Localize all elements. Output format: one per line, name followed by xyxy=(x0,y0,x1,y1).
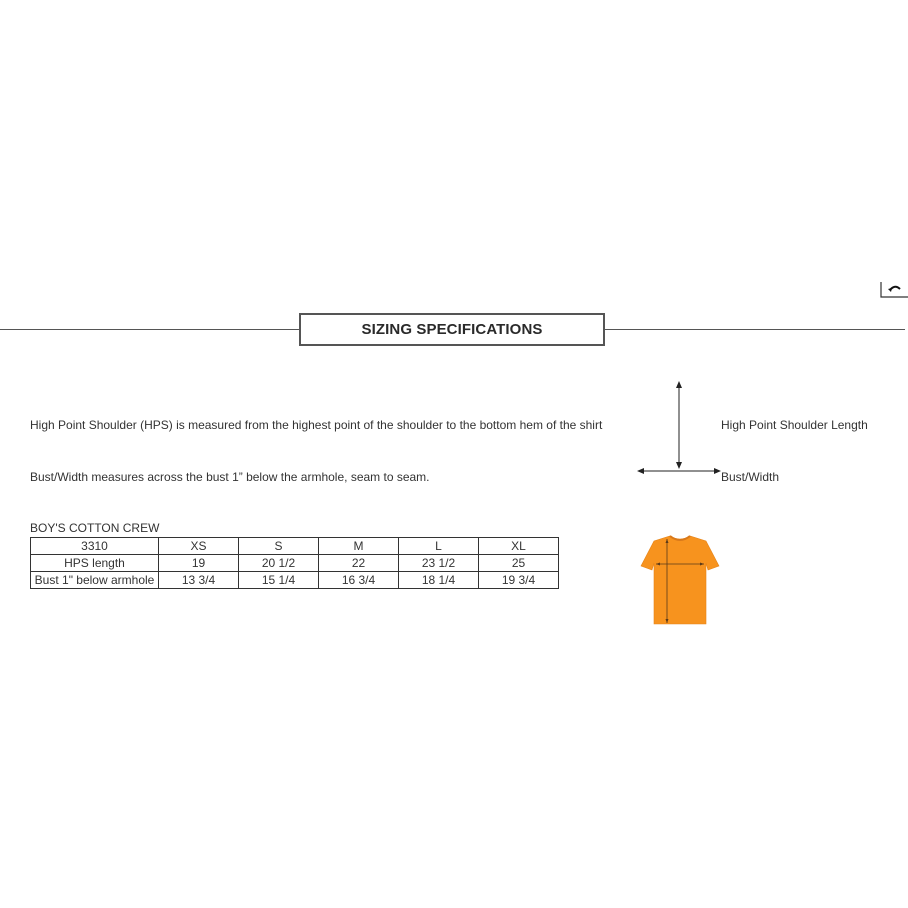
size-header-m: M xyxy=(319,538,399,555)
size-header-xl: XL xyxy=(479,538,559,555)
product-name: BOY'S COTTON CREW xyxy=(30,521,160,535)
measurement-arrows-icon xyxy=(630,376,730,482)
size-table xyxy=(30,537,559,589)
table-cell: 13 3/4 xyxy=(159,572,239,589)
row-label-bust: Bust 1" below armhole xyxy=(31,572,159,589)
hps-length-label: High Point Shoulder Length xyxy=(721,418,868,432)
divider-left xyxy=(0,329,300,330)
table-row xyxy=(31,572,559,589)
table-cell: 18 1/4 xyxy=(399,572,479,589)
table-header-row xyxy=(31,538,559,555)
back-arrow-icon[interactable] xyxy=(880,281,908,299)
table-cell: 15 1/4 xyxy=(239,572,319,589)
bust-description: Bust/Width measures across the bust 1” below the armhole, seam to seam. xyxy=(30,470,430,484)
table-cell: 20 1/2 xyxy=(239,555,319,572)
row-label-hps: HPS length xyxy=(31,555,159,572)
table-cell: 16 3/4 xyxy=(319,572,399,589)
size-header-l: L xyxy=(399,538,479,555)
table-row xyxy=(31,555,559,572)
size-header-xs: XS xyxy=(159,538,239,555)
size-header-s: S xyxy=(239,538,319,555)
page-title xyxy=(299,313,605,346)
table-cell: 23 1/2 xyxy=(399,555,479,572)
style-number-cell: 3310 xyxy=(31,538,159,555)
table-cell: 22 xyxy=(319,555,399,572)
table-cell: 19 xyxy=(159,555,239,572)
table-cell: 19 3/4 xyxy=(479,572,559,589)
table-cell: 25 xyxy=(479,555,559,572)
orange-tshirt-icon xyxy=(640,533,720,625)
divider-right xyxy=(604,329,905,330)
bust-width-label: Bust/Width xyxy=(721,470,780,484)
page-title-text: SIZING SPECIFICATIONS xyxy=(361,321,543,338)
hps-description: High Point Shoulder (HPS) is measured from the highest point of the shoulder to the bottom hem of the shirt xyxy=(30,418,603,432)
